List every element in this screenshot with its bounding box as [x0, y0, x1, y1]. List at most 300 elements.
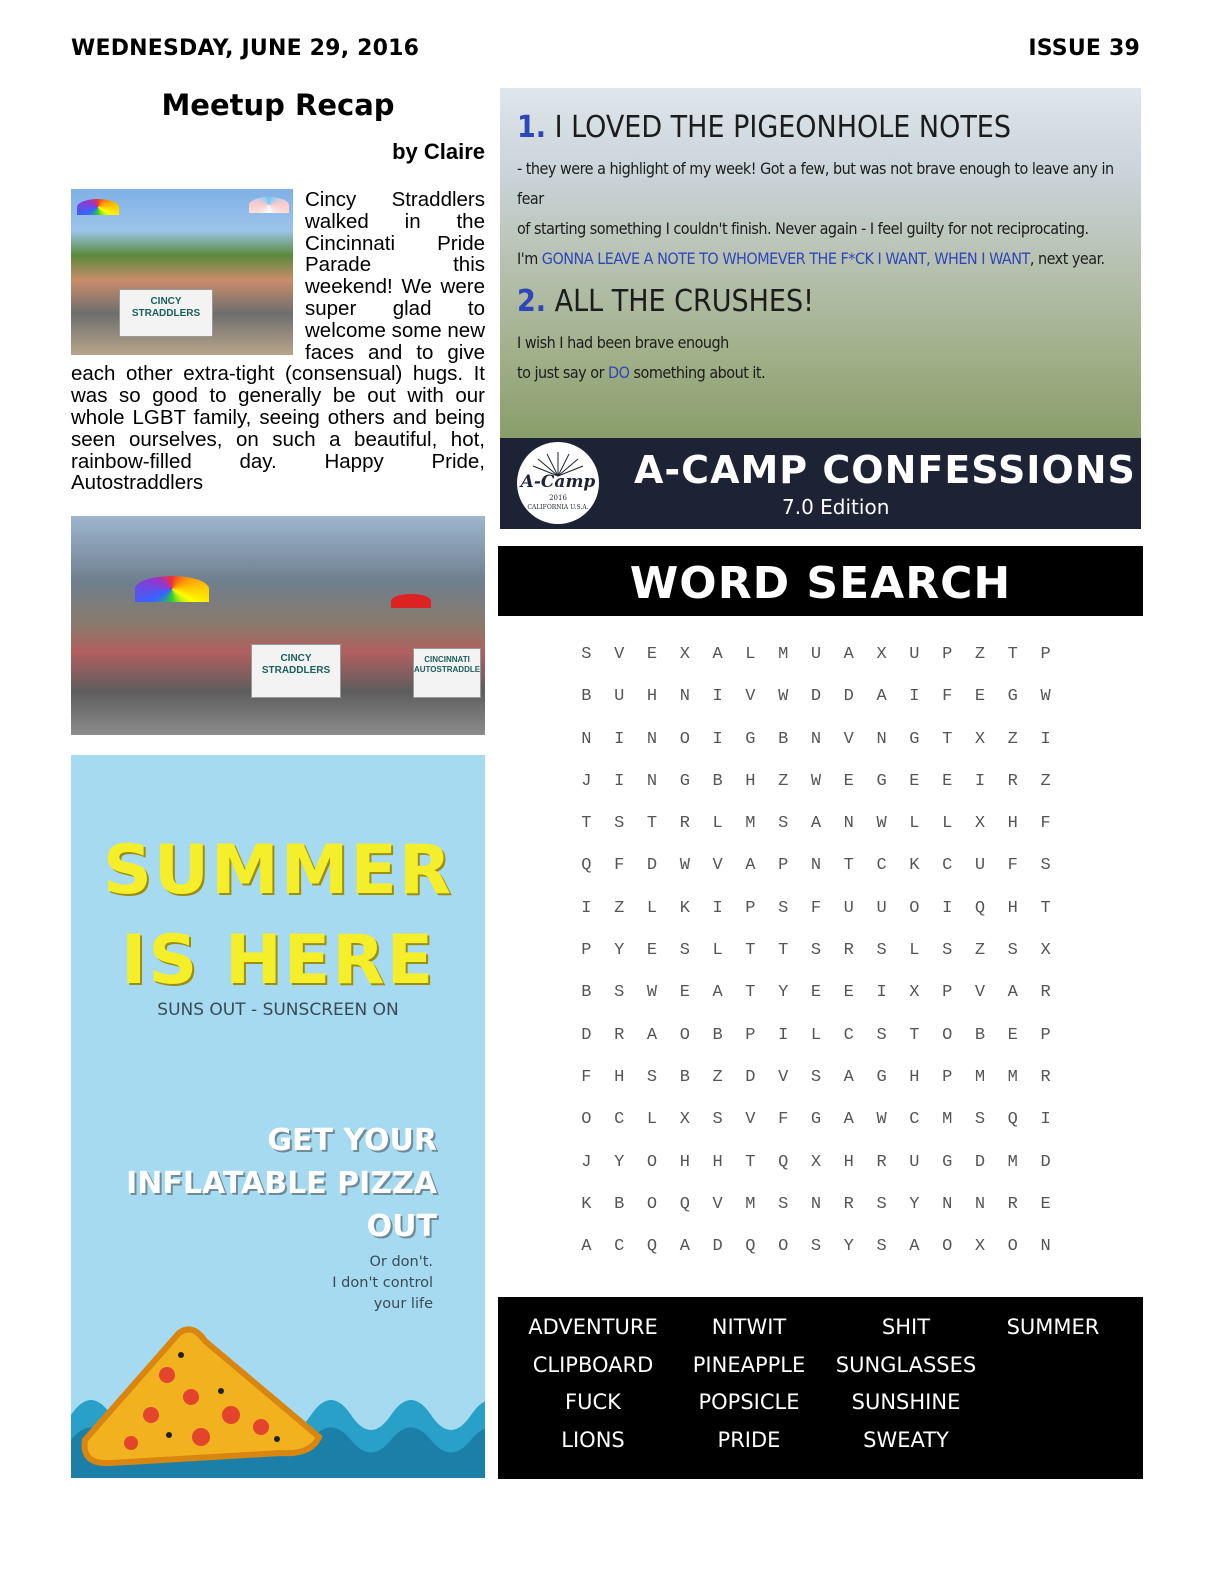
- word-list-column: [513, 1309, 673, 1459]
- disclaimer-line-1: Or don't.: [369, 1254, 433, 1270]
- grid-letter: F: [614, 856, 625, 876]
- grid-letter: R: [843, 1194, 854, 1214]
- grid-letter: O: [942, 1025, 953, 1045]
- grid-letter: R: [1040, 1067, 1051, 1087]
- acamp-title: A-CAMP CONFESSIONS: [634, 448, 1136, 492]
- grid-letter: Y: [778, 983, 789, 1003]
- pizza-float-illustration: [71, 1315, 485, 1478]
- grid-letter: E: [942, 771, 953, 791]
- grid-letter: A: [679, 1237, 690, 1257]
- grid-letter: T: [745, 983, 756, 1003]
- grid-letter: U: [810, 645, 822, 664]
- grid-letter: H: [614, 1067, 625, 1087]
- grid-letter: S: [778, 1194, 789, 1214]
- disclaimer-line-2: I don't control: [332, 1275, 433, 1291]
- confession-2-body: [517, 328, 765, 388]
- grid-letter: E: [843, 983, 854, 1003]
- grid-row: [570, 805, 1062, 847]
- summer-ad: [71, 755, 485, 1478]
- grid-letter: P: [942, 1067, 953, 1087]
- grid-letter: O: [679, 729, 690, 749]
- word-search-grid: [570, 636, 1062, 1270]
- issue-number: ISSUE 39: [1028, 36, 1140, 61]
- grid-letter: G: [942, 1152, 953, 1172]
- grid-letter: E: [974, 687, 986, 707]
- grid-letter: E: [679, 983, 690, 1003]
- grid-letter: F: [942, 687, 953, 707]
- grid-letter: Y: [614, 941, 625, 961]
- issue-date: WEDNESDAY, JUNE 29, 2016: [71, 36, 420, 61]
- pizza-line-3: OUT: [366, 1209, 437, 1244]
- grid-letter: Y: [614, 1152, 625, 1172]
- grid-letter: Q: [679, 1194, 690, 1214]
- grid-letter: I: [614, 771, 625, 791]
- grid-letter: K: [909, 856, 920, 876]
- confession-1-body: [517, 154, 1141, 274]
- grid-letter: I: [909, 687, 920, 707]
- grid-letter: H: [745, 771, 756, 791]
- grid-letter: B: [974, 1025, 986, 1045]
- cincy-banner: CINCY STRADDLERS: [251, 644, 341, 698]
- grid-letter: B: [712, 771, 723, 791]
- grid-letter: E: [1007, 1025, 1018, 1045]
- grid-letter: O: [646, 1152, 658, 1172]
- grid-letter: S: [810, 1237, 822, 1257]
- grid-row: [570, 678, 1062, 720]
- grid-letter: L: [646, 1110, 658, 1130]
- grid-letter: I: [581, 898, 592, 918]
- grid-letter: Z: [712, 1067, 723, 1087]
- confession-1-line-2: of starting something I couldn't finish. Never again - I feel guilty for not reciprocating.: [517, 219, 1089, 238]
- grid-letter: S: [876, 1194, 887, 1214]
- grid-letter: N: [646, 771, 658, 791]
- grid-letter: H: [712, 1152, 723, 1172]
- grid-letter: G: [745, 729, 756, 749]
- grid-letter: W: [679, 856, 690, 876]
- grid-letter: G: [810, 1110, 822, 1130]
- confession-2-heading: [517, 284, 814, 319]
- grid-letter: P: [745, 898, 756, 918]
- grid-letter: P: [581, 941, 592, 961]
- grid-letter: O: [679, 1025, 690, 1045]
- grid-letter: Q: [1007, 1110, 1018, 1130]
- grid-letter: N: [843, 814, 854, 834]
- grid-letter: T: [745, 1152, 756, 1172]
- confession-1-title: I LOVED THE PIGEONHOLE NOTES: [554, 110, 1011, 145]
- grid-letter: Q: [974, 898, 986, 918]
- grid-letter: P: [1040, 1025, 1051, 1045]
- grid-letter: P: [942, 645, 953, 664]
- grid-letter: I: [712, 898, 723, 918]
- grid-letter: D: [745, 1067, 756, 1087]
- grid-letter: L: [712, 941, 723, 961]
- grid-letter: A: [1007, 983, 1018, 1003]
- grid-letter: S: [810, 941, 822, 961]
- grid-letter: X: [974, 1237, 986, 1257]
- grid-letter: B: [581, 983, 592, 1003]
- grid-letter: W: [876, 1110, 887, 1130]
- grid-letter: E: [1040, 1194, 1051, 1214]
- grid-letter: M: [745, 814, 756, 834]
- summer-headline: SUMMER: [102, 831, 454, 910]
- grid-letter: W: [646, 983, 658, 1003]
- confession-2-title: ALL THE CRUSHES!: [554, 284, 814, 319]
- confession-2-number: 2.: [517, 284, 547, 319]
- grid-letter: A: [712, 645, 723, 664]
- grid-letter: S: [974, 1110, 986, 1130]
- grid-letter: S: [778, 814, 789, 834]
- grid-letter: F: [581, 1067, 592, 1087]
- article-title: Meetup Recap: [161, 88, 395, 122]
- grid-letter: Y: [909, 1194, 920, 1214]
- grid-letter: Y: [843, 1237, 854, 1257]
- grid-letter: Z: [1040, 771, 1051, 791]
- grid-letter: T: [646, 814, 658, 834]
- grid-letter: V: [778, 1067, 789, 1087]
- grid-letter: Q: [745, 1237, 756, 1257]
- grid-letter: V: [712, 856, 723, 876]
- grid-letter: M: [745, 1194, 756, 1214]
- grid-letter: A: [810, 814, 822, 834]
- grid-letter: Z: [974, 645, 986, 664]
- grid-letter: R: [614, 1025, 625, 1045]
- grid-letter: D: [646, 856, 658, 876]
- grid-letter: A: [909, 1237, 920, 1257]
- grid-letter: Z: [614, 898, 625, 918]
- grid-letter: T: [942, 729, 953, 749]
- grid-letter: A: [876, 687, 887, 707]
- grid-letter: X: [876, 645, 887, 664]
- grid-letter: P: [942, 983, 953, 1003]
- grid-letter: S: [876, 1025, 887, 1045]
- grid-letter: Z: [974, 941, 986, 961]
- confession-1-line-3: [517, 244, 1141, 274]
- grid-letter: X: [974, 814, 986, 834]
- grid-letter: I: [1040, 729, 1051, 749]
- grid-letter: S: [614, 814, 625, 834]
- grid-letter: V: [843, 729, 854, 749]
- summer-tagline: SUNS OUT - SUNSCREEN ON: [157, 1000, 399, 1020]
- grid-letter: I: [712, 729, 723, 749]
- grid-letter: M: [1007, 1152, 1018, 1172]
- grid-letter: E: [646, 941, 658, 961]
- grid-letter: E: [810, 983, 822, 1003]
- grid-letter: L: [909, 814, 920, 834]
- grid-letter: H: [909, 1067, 920, 1087]
- word-list-column: [973, 1309, 1133, 1347]
- grid-letter: C: [614, 1237, 625, 1257]
- word-list: [498, 1297, 1143, 1479]
- grid-row: [570, 1101, 1062, 1143]
- grid-letter: E: [909, 771, 920, 791]
- word-list-item: SUNSHINE: [851, 1390, 961, 1414]
- parade-street-photo: [71, 516, 485, 735]
- grid-letter: G: [679, 771, 690, 791]
- grid-letter: I: [876, 983, 887, 1003]
- grid-letter: G: [1007, 687, 1018, 707]
- pride-group-photo: [71, 189, 293, 355]
- grid-letter: K: [581, 1194, 592, 1214]
- grid-letter: A: [843, 1110, 854, 1130]
- grid-letter: N: [679, 687, 690, 707]
- grid-letter: V: [974, 983, 986, 1003]
- word-list-item: FUCK: [565, 1390, 621, 1414]
- grid-letter: N: [942, 1194, 953, 1214]
- grid-letter: C: [942, 856, 953, 876]
- grid-letter: V: [614, 645, 625, 664]
- grid-letter: S: [876, 941, 887, 961]
- grid-row: [570, 1144, 1062, 1186]
- grid-letter: K: [679, 898, 690, 918]
- word-list-column: [826, 1309, 986, 1459]
- disclaimer-text: [332, 1252, 433, 1315]
- grid-letter: C: [909, 1110, 920, 1130]
- grid-letter: B: [712, 1025, 723, 1045]
- grid-letter: R: [1040, 983, 1051, 1003]
- grid-letter: T: [778, 941, 789, 961]
- confession-2-line-2: [517, 358, 765, 388]
- disclaimer-line-3: your life: [373, 1296, 433, 1312]
- grid-letter: A: [843, 645, 854, 664]
- grid-letter: L: [745, 645, 756, 664]
- grid-letter: Z: [778, 771, 789, 791]
- grid-letter: R: [1007, 1194, 1018, 1214]
- grid-letter: X: [974, 729, 986, 749]
- trans-umbrella: [249, 197, 289, 213]
- article-byline: by Claire: [392, 139, 485, 164]
- logo-wordmark: A-Camp: [520, 472, 596, 492]
- article-body: [71, 189, 485, 494]
- grid-letter: I: [942, 898, 953, 918]
- word-list-item: SHIT: [881, 1315, 931, 1339]
- rainbow-umbrella: [77, 199, 119, 215]
- grid-letter: W: [1040, 687, 1051, 707]
- grid-letter: M: [974, 1067, 986, 1087]
- grid-letter: U: [876, 898, 887, 918]
- grid-letter: T: [1007, 645, 1018, 664]
- grid-letter: V: [745, 687, 756, 707]
- word-list-item: PRIDE: [717, 1427, 781, 1452]
- grid-letter: L: [810, 1025, 822, 1045]
- grid-letter: N: [1040, 1237, 1051, 1257]
- word-search-title: WORD SEARCH: [498, 546, 1143, 616]
- grid-letter: O: [646, 1194, 658, 1214]
- grid-letter: C: [876, 856, 887, 876]
- grid-letter: X: [810, 1152, 822, 1172]
- grid-letter: Z: [1007, 729, 1018, 749]
- logo-place: CALIFORNIA U.S.A.: [527, 504, 589, 511]
- rainbow-umbrella: [135, 576, 209, 602]
- grid-letter: O: [909, 898, 920, 918]
- grid-letter: D: [1040, 1152, 1051, 1172]
- grid-row: [570, 847, 1062, 889]
- grid-letter: D: [581, 1025, 592, 1045]
- acamp-logo: [517, 442, 599, 524]
- grid-letter: N: [810, 729, 822, 749]
- grid-letter: T: [745, 941, 756, 961]
- grid-letter: P: [1040, 645, 1051, 664]
- text-part: , next year.: [1029, 249, 1105, 268]
- article-text: Cincy Straddlers walked in the Cincinnati Pride Parade this weekend! We were super glad to welcome some new faces and to give each other extra-tight (consensual) hugs. It was so good to generally be out with our whole LGBT family, seeing others and being seen ourselves, on such a beautiful, hot, rainbow-filled day. Happy Pride, Autostraddlers: [71, 188, 486, 495]
- grid-letter: B: [679, 1067, 690, 1087]
- grid-letter: S: [679, 941, 690, 961]
- grid-letter: C: [843, 1025, 854, 1045]
- acamp-confessions-panel: [500, 88, 1141, 529]
- grid-letter: X: [1040, 941, 1051, 961]
- grid-letter: O: [581, 1110, 592, 1130]
- word-list-item: SWEATY: [863, 1427, 949, 1452]
- grid-row: [570, 721, 1062, 763]
- grid-letter: H: [679, 1152, 690, 1172]
- grid-letter: R: [679, 814, 690, 834]
- is-here-headline: IS HERE: [120, 921, 436, 1000]
- grid-letter: X: [679, 645, 690, 664]
- confession-1-number: 1.: [517, 110, 547, 145]
- confession-1-heading: [517, 110, 1011, 145]
- grid-letter: G: [876, 1067, 887, 1087]
- word-list-item: ADVENTURE: [528, 1315, 658, 1339]
- grid-letter: W: [810, 771, 822, 791]
- grid-letter: U: [909, 645, 920, 664]
- grid-letter: A: [581, 1237, 592, 1257]
- grid-letter: L: [942, 814, 953, 834]
- word-list-item: PINEAPPLE: [692, 1352, 806, 1377]
- grid-letter: B: [778, 729, 789, 749]
- grid-letter: W: [778, 687, 789, 707]
- grid-letter: Q: [646, 1237, 658, 1257]
- text-part: something about it.: [629, 363, 766, 382]
- grid-letter: M: [1007, 1067, 1018, 1087]
- grid-letter: U: [909, 1152, 920, 1172]
- acamp-edition: 7.0 Edition: [782, 495, 890, 519]
- grid-letter: E: [843, 771, 854, 791]
- grid-letter: B: [581, 687, 592, 707]
- confession-1-line-1: - they were a highlight of my week! Got a few, but was not brave enough to leave any in fear: [517, 159, 1114, 208]
- grid-letter: T: [581, 814, 592, 834]
- grid-letter: Q: [778, 1152, 789, 1172]
- grid-letter: V: [745, 1110, 756, 1130]
- grid-letter: Q: [581, 856, 592, 876]
- grid-letter: G: [876, 771, 887, 791]
- grid-letter: N: [974, 1194, 986, 1214]
- grid-letter: G: [909, 729, 920, 749]
- grid-letter: U: [843, 898, 854, 918]
- grid-letter: H: [646, 687, 658, 707]
- grid-letter: J: [581, 771, 592, 791]
- text-part: to just say or: [517, 363, 609, 382]
- grid-letter: N: [876, 729, 887, 749]
- grid-letter: I: [974, 771, 986, 791]
- grid-letter: S: [646, 1067, 658, 1087]
- grid-row: [570, 974, 1062, 1016]
- grid-letter: O: [1007, 1237, 1018, 1257]
- grid-letter: F: [778, 1110, 789, 1130]
- grid-row: [570, 1186, 1062, 1228]
- grid-letter: O: [942, 1237, 953, 1257]
- word-list-item: POPSICLE: [698, 1390, 800, 1414]
- grid-letter: M: [778, 645, 789, 664]
- grid-letter: X: [679, 1110, 690, 1130]
- grid-letter: I: [778, 1025, 789, 1045]
- grid-letter: P: [778, 856, 789, 876]
- grid-letter: W: [876, 814, 887, 834]
- grid-letter: X: [909, 983, 920, 1003]
- grid-row: [570, 763, 1062, 805]
- grid-letter: M: [942, 1110, 953, 1130]
- grid-letter: P: [745, 1025, 756, 1045]
- logo-year: 2016: [549, 494, 567, 502]
- grid-row: [570, 1228, 1062, 1270]
- grid-letter: S: [614, 983, 625, 1003]
- text-part: I'm: [517, 249, 542, 268]
- grid-letter: O: [778, 1237, 789, 1257]
- grid-letter: R: [843, 941, 854, 961]
- grid-letter: A: [712, 983, 723, 1003]
- red-umbrella: [391, 594, 431, 608]
- grid-letter: N: [810, 1194, 822, 1214]
- confession-2-line-1: I wish I had been brave enough: [517, 333, 729, 352]
- grid-letter: T: [909, 1025, 920, 1045]
- grid-row: [570, 636, 1062, 678]
- grid-letter: A: [843, 1067, 854, 1087]
- grid-letter: N: [581, 729, 592, 749]
- pizza-line-2: INFLATABLE PIZZA: [126, 1166, 437, 1201]
- word-list-item: CLIPBOARD: [532, 1352, 654, 1377]
- grid-letter: S: [810, 1067, 822, 1087]
- grid-letter: S: [778, 898, 789, 918]
- grid-letter: D: [843, 687, 854, 707]
- grid-letter: F: [1040, 814, 1051, 834]
- grid-letter: I: [614, 729, 625, 749]
- grid-row: [570, 890, 1062, 932]
- pizza-line-1: GET YOUR: [267, 1123, 437, 1158]
- word-list-item: LIONS: [561, 1427, 625, 1452]
- grid-letter: A: [646, 1025, 658, 1045]
- grid-letter: L: [646, 898, 658, 918]
- grid-letter: U: [974, 856, 986, 876]
- word-list-item: SUNGLASSES: [835, 1352, 977, 1377]
- grid-letter: I: [1040, 1110, 1051, 1130]
- grid-letter: I: [712, 687, 723, 707]
- group-banner: CINCY STRADDLERS: [119, 289, 213, 337]
- grid-letter: S: [1007, 941, 1018, 961]
- grid-letter: J: [581, 1152, 592, 1172]
- grid-letter: F: [810, 898, 822, 918]
- grid-letter: N: [646, 729, 658, 749]
- grid-letter: R: [1007, 771, 1018, 791]
- grid-letter: C: [614, 1110, 625, 1130]
- grid-letter: S: [876, 1237, 887, 1257]
- grid-letter: N: [810, 856, 822, 876]
- grid-letter: D: [810, 687, 822, 707]
- word-list-item: SUMMER: [1006, 1315, 1100, 1339]
- grid-letter: B: [614, 1194, 625, 1214]
- word-list-column: [669, 1309, 829, 1459]
- grid-letter: D: [974, 1152, 986, 1172]
- grid-letter: V: [712, 1194, 723, 1214]
- grid-letter: S: [1040, 856, 1051, 876]
- grid-letter: T: [843, 856, 854, 876]
- grid-letter: S: [942, 941, 953, 961]
- grid-row: [570, 932, 1062, 974]
- grid-letter: S: [581, 645, 592, 664]
- grid-letter: T: [1040, 898, 1051, 918]
- emphasis-text: DO: [608, 363, 630, 382]
- grid-letter: H: [843, 1152, 854, 1172]
- grid-letter: E: [646, 645, 658, 664]
- emphasis-text: GONNA LEAVE A NOTE TO WHOMEVER THE F*CK I WANT, WHEN I WANT: [541, 249, 1030, 268]
- grid-letter: U: [614, 687, 625, 707]
